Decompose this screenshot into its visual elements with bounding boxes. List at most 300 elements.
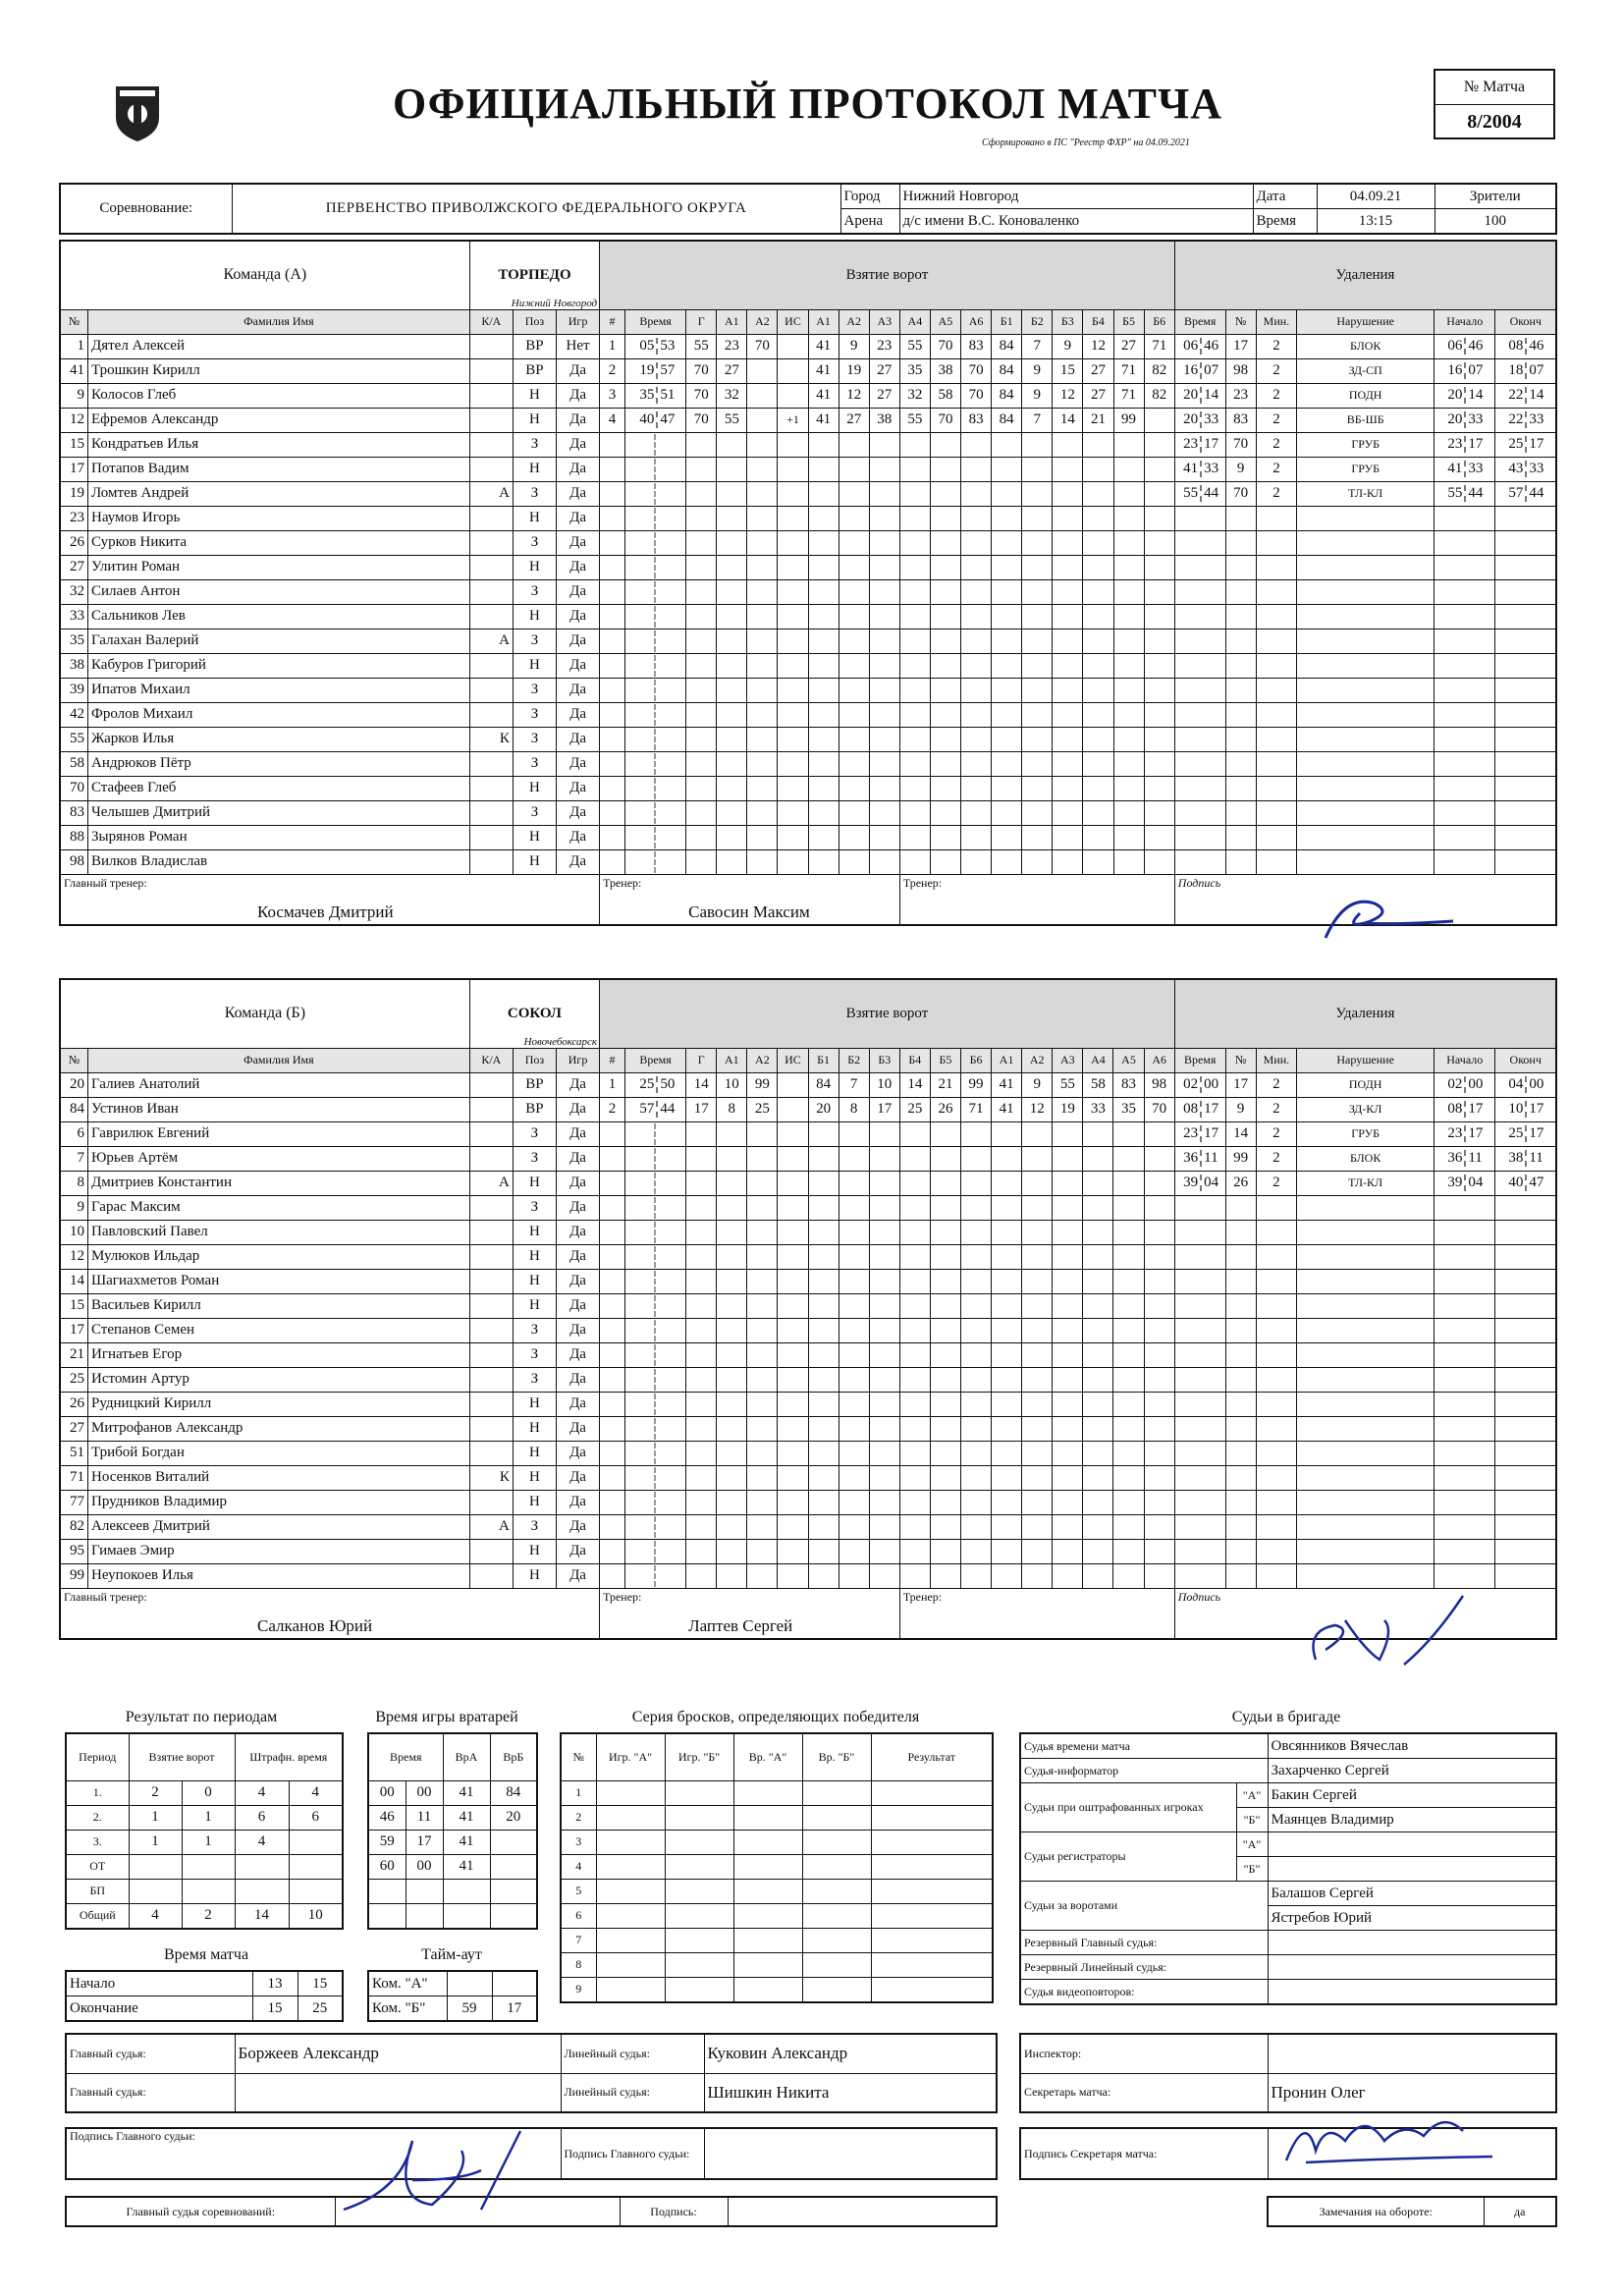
goal-cell xyxy=(747,1121,778,1146)
goal-cell xyxy=(961,1514,992,1539)
goal-cell xyxy=(930,1465,960,1490)
penalty-cell xyxy=(1297,530,1435,555)
goal-cell xyxy=(747,530,778,555)
goal-cell xyxy=(747,432,778,457)
player-played: Да xyxy=(556,1171,599,1195)
player-role xyxy=(469,849,513,874)
goalie-change-sec xyxy=(406,1903,443,1929)
goal-cell xyxy=(1053,702,1083,727)
player-number: 39 xyxy=(60,678,88,702)
goal-time xyxy=(624,1563,685,1588)
goal-cell xyxy=(930,1146,960,1171)
penalty-time xyxy=(1174,849,1225,874)
team-a-col-pos: Поз xyxy=(513,309,556,334)
goal-cell xyxy=(808,1392,839,1416)
goal-situation xyxy=(778,334,808,358)
goal-cell xyxy=(1022,1269,1053,1293)
goal-cell xyxy=(839,579,869,604)
line-ref-1: Куковин Александр xyxy=(704,2034,997,2073)
player-name: Истомин Артур xyxy=(88,1367,470,1392)
goal-cell xyxy=(1053,555,1083,579)
penalty-end-sec: 17 xyxy=(1529,1101,1544,1117)
competition-name: ПЕРВЕНСТВО ПРИВОЛЖСКОГО ФЕДЕРАЛЬНОГО ОКРУГА xyxy=(232,184,840,234)
goal-cell xyxy=(839,1171,869,1195)
goal-cell xyxy=(1022,432,1053,457)
penalty-time xyxy=(1174,1171,1225,1195)
goal-cell xyxy=(930,751,960,776)
goal-cell xyxy=(717,1342,747,1367)
goal-cell xyxy=(1083,751,1113,776)
player-number: 95 xyxy=(60,1539,88,1563)
period-pim-b xyxy=(289,1879,343,1903)
goal-cell xyxy=(778,555,808,579)
goal-cell xyxy=(1113,604,1144,629)
goal-cell xyxy=(686,604,717,629)
goal-onice-player: 71 xyxy=(961,1097,992,1121)
player-role xyxy=(469,506,513,530)
goal-cell xyxy=(930,849,960,874)
goal-cell xyxy=(1113,1416,1144,1441)
player-position: З xyxy=(513,481,556,506)
penalty-time-min: 23 xyxy=(1175,436,1202,453)
goal-cell xyxy=(717,702,747,727)
penalty-end xyxy=(1495,678,1556,702)
goal-cell xyxy=(1144,702,1174,727)
penalty-time-min: 06 xyxy=(1175,338,1202,355)
goal-cell xyxy=(961,1563,992,1588)
penalty-cell xyxy=(1256,506,1297,530)
team-b-coach-1: Лаптев Сергей xyxy=(688,1616,793,1635)
penalty-start xyxy=(1435,1244,1495,1269)
player-position: З xyxy=(513,1367,556,1392)
penalty-cell xyxy=(1225,1416,1256,1441)
goal-cell xyxy=(808,678,839,702)
penalty-start xyxy=(1435,1220,1495,1244)
goal-time xyxy=(625,408,686,432)
player-position: Н xyxy=(513,1392,556,1416)
penalty-start xyxy=(1435,555,1495,579)
penalty-cell xyxy=(1225,1220,1256,1244)
goal-time xyxy=(624,1293,685,1318)
goal-cell xyxy=(747,653,778,678)
goal-onice-player: 70 xyxy=(961,358,992,383)
penalty-player: 17 xyxy=(1225,334,1256,358)
goal-cell xyxy=(1083,1171,1113,1195)
goal-cell xyxy=(1113,1220,1144,1244)
spectators-value: 100 xyxy=(1435,209,1556,235)
goal-cell xyxy=(839,849,869,874)
goal-cell xyxy=(686,1490,717,1514)
goal-cell xyxy=(992,1563,1022,1588)
penalty-cell xyxy=(1225,1293,1256,1318)
penalty-start-sec: 33 xyxy=(1468,461,1484,476)
penalty-time xyxy=(1174,1539,1225,1563)
penalty-time xyxy=(1174,481,1225,506)
goal-cell xyxy=(899,751,930,776)
goal-cell xyxy=(961,1220,992,1244)
goal-assist-1: 10 xyxy=(717,1072,747,1097)
goal-onice-player: 84 xyxy=(992,408,1022,432)
penalty-cell xyxy=(1256,604,1297,629)
player-role xyxy=(469,604,513,629)
goal-cell xyxy=(1053,1514,1083,1539)
date-value: 04.09.21 xyxy=(1317,184,1435,209)
goal-onice-player: 12 xyxy=(839,383,869,408)
goal-cell xyxy=(992,800,1022,825)
goal-cell xyxy=(1022,530,1053,555)
goal-time-min: 57 xyxy=(625,1101,658,1118)
goal-cell xyxy=(1083,481,1113,506)
penalty-end-min: 25 xyxy=(1495,1125,1527,1142)
reserve-line-value xyxy=(1268,1955,1556,1980)
penalty-start-sec: 46 xyxy=(1468,338,1484,354)
goal-assist-1: 23 xyxy=(717,334,747,358)
team-b-col-ka: К/А xyxy=(469,1048,513,1072)
video-judge-value xyxy=(1268,1980,1556,2005)
player-number: 10 xyxy=(60,1220,88,1244)
team-b-player-row xyxy=(60,1514,1556,1539)
goal-cell xyxy=(961,1318,992,1342)
player-played: Да xyxy=(557,530,600,555)
goal-onice-player: 23 xyxy=(869,334,899,358)
goal-scorer: 70 xyxy=(686,358,717,383)
shootout-cell xyxy=(665,1854,733,1879)
player-name: Жарков Илья xyxy=(88,727,470,751)
period-name: 3. xyxy=(66,1830,129,1854)
goal-cell xyxy=(778,1342,808,1367)
penalty-time-sec: 44 xyxy=(1204,485,1219,501)
goal-cell xyxy=(839,1392,869,1416)
period-pim-b xyxy=(289,1854,343,1879)
time-label: Время xyxy=(1253,209,1317,235)
goal-number xyxy=(600,530,625,555)
period-pim-a: 4 xyxy=(235,1830,289,1854)
informer-name: Захарченко Сергей xyxy=(1268,1759,1556,1783)
penalty-end xyxy=(1495,1465,1556,1490)
goal-cell xyxy=(717,800,747,825)
goal-onice-player: 9 xyxy=(1053,334,1083,358)
goal-cell xyxy=(930,629,960,653)
penalty-cell xyxy=(1256,579,1297,604)
period-pim-b: 10 xyxy=(289,1903,343,1929)
player-role xyxy=(469,1244,513,1269)
goal-cell xyxy=(930,604,960,629)
shootout-cell xyxy=(596,1780,665,1805)
goal-number: 1 xyxy=(600,334,625,358)
goal-cell xyxy=(1083,629,1113,653)
goal-number: 4 xyxy=(600,408,625,432)
goal-cell xyxy=(686,1465,717,1490)
player-role xyxy=(469,334,513,358)
goal-cell xyxy=(717,1195,747,1220)
penalty-cell xyxy=(1297,506,1435,530)
penalty-time xyxy=(1174,1072,1225,1097)
goal-cell xyxy=(899,825,930,849)
goal-onice-player: 55 xyxy=(899,408,930,432)
goal-onice-player: 71 xyxy=(1113,383,1144,408)
goal-time xyxy=(624,1514,685,1539)
penalty-start xyxy=(1435,1293,1495,1318)
shootout-table xyxy=(560,1732,994,2003)
team-b-player-row xyxy=(60,1416,1556,1441)
goal-onice-player: 12 xyxy=(1022,1097,1053,1121)
penalty-cell xyxy=(1297,1293,1435,1318)
goal-cell xyxy=(992,579,1022,604)
penalty-time xyxy=(1174,1097,1225,1121)
goal-cell xyxy=(1113,506,1144,530)
goal-cell xyxy=(1083,1563,1113,1588)
player-played: Нет xyxy=(557,334,600,358)
period-goals-a xyxy=(129,1879,182,1903)
goal-cell xyxy=(1083,555,1113,579)
penalty-time-sec: 33 xyxy=(1204,461,1219,476)
penalty-start xyxy=(1435,849,1495,874)
goal-cell xyxy=(686,481,717,506)
penalty-cell xyxy=(1256,1465,1297,1490)
team-b-player-row xyxy=(60,1244,1556,1269)
penalty-cell xyxy=(1297,1342,1435,1367)
player-played: Да xyxy=(557,432,600,457)
goal-cell xyxy=(992,678,1022,702)
goal-cell xyxy=(1083,506,1113,530)
goal-onice-player: 82 xyxy=(1144,383,1174,408)
team-a-col-assist-1: А1 xyxy=(717,309,747,334)
goal-cell xyxy=(808,604,839,629)
goal-cell xyxy=(686,1293,717,1318)
goal-onice-player: 27 xyxy=(1113,334,1144,358)
goal-cell xyxy=(686,1563,717,1588)
goal-cell xyxy=(808,1342,839,1367)
goal-cell xyxy=(869,1171,899,1195)
goal-cell xyxy=(747,849,778,874)
secretary-value: Пронин Олег xyxy=(1268,2073,1556,2112)
player-name: Трибой Богдан xyxy=(88,1441,470,1465)
goalie-col-b: ВрБ xyxy=(490,1733,537,1780)
goal-cell xyxy=(930,1392,960,1416)
penalty-end xyxy=(1495,1195,1556,1220)
player-role xyxy=(469,1220,513,1244)
goal-cell xyxy=(992,1318,1022,1342)
penalty-start-min: 08 xyxy=(1435,1101,1466,1118)
penalty-end-min: 04 xyxy=(1495,1076,1527,1093)
period-goals-b xyxy=(182,1854,235,1879)
goal-number xyxy=(600,457,625,481)
goal-onice-player: 8 xyxy=(839,1097,869,1121)
player-position: ВР xyxy=(513,334,556,358)
team-a-player-row xyxy=(60,506,1556,530)
penalty-time-min: 20 xyxy=(1175,387,1202,404)
penalty-start-sec: 17 xyxy=(1468,1125,1484,1141)
goal-assist-1: 55 xyxy=(717,408,747,432)
penalty-time xyxy=(1174,1244,1225,1269)
penalty-start xyxy=(1435,653,1495,678)
goal-cell xyxy=(899,579,930,604)
penalty-end xyxy=(1495,1220,1556,1244)
goal-time xyxy=(624,1072,685,1097)
goal-cell xyxy=(839,1244,869,1269)
goal-onice-player: 38 xyxy=(869,408,899,432)
goal-time xyxy=(625,481,686,506)
goal-cell xyxy=(961,653,992,678)
inspector-label: Инспектор: xyxy=(1020,2034,1268,2073)
player-number: 7 xyxy=(60,1146,88,1171)
team-b-player-row xyxy=(60,1097,1556,1121)
penalty-end xyxy=(1495,1563,1556,1588)
goal-cell xyxy=(930,1563,960,1588)
goal-cell xyxy=(992,1367,1022,1392)
goal-cell xyxy=(1053,1220,1083,1244)
goal-cell xyxy=(1053,1293,1083,1318)
shootout-number: 7 xyxy=(561,1928,596,1952)
goal-cell xyxy=(1022,1416,1053,1441)
player-played: Да xyxy=(556,1220,599,1244)
goal-cell xyxy=(1083,1416,1113,1441)
goal-cell xyxy=(1113,629,1144,653)
goal-cell xyxy=(1022,702,1053,727)
goal-cell xyxy=(1053,481,1083,506)
goal-cell xyxy=(717,457,747,481)
goal-cell xyxy=(1083,1539,1113,1563)
goal-time xyxy=(625,800,686,825)
goal-cell xyxy=(1053,825,1083,849)
penalty-time-min: 39 xyxy=(1175,1175,1202,1191)
player-role: А xyxy=(469,481,513,506)
goal-cell xyxy=(747,727,778,751)
shootout-col-player-a: Игр. "А" xyxy=(596,1733,665,1780)
player-played: Да xyxy=(556,1195,599,1220)
goal-cell xyxy=(930,1367,960,1392)
goal-cell xyxy=(1053,653,1083,678)
goal-time xyxy=(624,1392,685,1416)
player-position: Н xyxy=(513,1539,556,1563)
penalty-start xyxy=(1435,800,1495,825)
team-b-col-game-situation: ИС xyxy=(778,1048,808,1072)
goal-cell xyxy=(930,481,960,506)
goal-cell xyxy=(1144,849,1174,874)
player-played: Да xyxy=(557,358,600,383)
goal-time xyxy=(625,776,686,800)
goal-cell xyxy=(1144,1244,1174,1269)
goal-number xyxy=(600,1244,625,1269)
goal-cell xyxy=(808,1465,839,1490)
goal-cell xyxy=(1053,1244,1083,1269)
goal-cell xyxy=(992,1195,1022,1220)
goal-cell xyxy=(808,629,839,653)
player-position: ВР xyxy=(513,1097,556,1121)
goal-onice-player: 70 xyxy=(1144,1097,1174,1121)
goal-cell xyxy=(1022,1146,1053,1171)
team-b-coach-1-cell xyxy=(600,1588,900,1639)
goal-cell xyxy=(747,1539,778,1563)
player-number: 38 xyxy=(60,653,88,678)
penalty-cell xyxy=(1225,1244,1256,1269)
player-name: Наумов Игорь xyxy=(88,506,470,530)
goal-cell xyxy=(899,530,930,555)
penalty-cell xyxy=(1297,727,1435,751)
goal-cell xyxy=(961,702,992,727)
time-value: 13:15 xyxy=(1317,209,1435,235)
player-role xyxy=(469,678,513,702)
goal-cell xyxy=(1144,457,1174,481)
player-position: Н xyxy=(513,506,556,530)
goal-cell xyxy=(686,1244,717,1269)
player-played: Да xyxy=(557,629,600,653)
player-played: Да xyxy=(556,1072,599,1097)
penalty-end-min: 43 xyxy=(1495,461,1527,477)
goal-cell xyxy=(686,825,717,849)
goal-cell xyxy=(717,751,747,776)
penalty-time xyxy=(1174,604,1225,629)
team-a-player-row xyxy=(60,629,1556,653)
goal-cell xyxy=(778,1514,808,1539)
team-b-player-row xyxy=(60,1318,1556,1342)
goal-cell xyxy=(899,457,930,481)
remarks-value: да xyxy=(1484,2197,1556,2226)
penalty-player: 98 xyxy=(1225,358,1256,383)
penalty-player: 70 xyxy=(1225,481,1256,506)
penalty-minutes: 2 xyxy=(1256,358,1297,383)
team-b-player-row xyxy=(60,1293,1556,1318)
team-b-col-pen-violation: Нарушение xyxy=(1297,1048,1435,1072)
goal-onice-player: 41 xyxy=(992,1097,1022,1121)
team-a-player-row xyxy=(60,579,1556,604)
player-played: Да xyxy=(556,1465,599,1490)
penalty-time xyxy=(1174,334,1225,358)
goal-onice-player: 27 xyxy=(1083,358,1113,383)
goal-cell xyxy=(1022,1342,1053,1367)
goal-cell xyxy=(717,506,747,530)
penalty-cell xyxy=(1297,1318,1435,1342)
player-number: 9 xyxy=(60,383,88,408)
goal-cell xyxy=(899,800,930,825)
goal-cell xyxy=(808,702,839,727)
goal-onice-player: 83 xyxy=(961,334,992,358)
penalty-cell xyxy=(1297,1392,1435,1416)
team-a-player-row xyxy=(60,653,1556,678)
shootout-cell xyxy=(802,1805,871,1830)
goal-cell xyxy=(1144,1465,1174,1490)
penalty-time xyxy=(1174,825,1225,849)
shootout-cell xyxy=(802,1952,871,1977)
goal-cell xyxy=(930,678,960,702)
player-position: Н xyxy=(513,408,556,432)
goal-time xyxy=(625,555,686,579)
city-label: Город xyxy=(840,184,899,209)
goal-cell xyxy=(961,1367,992,1392)
goal-cell xyxy=(869,1293,899,1318)
goalie-a: 41 xyxy=(443,1854,490,1879)
goal-time xyxy=(624,1318,685,1342)
goal-cell xyxy=(961,1539,992,1563)
goal-number xyxy=(600,579,625,604)
goal-time xyxy=(625,334,686,358)
goal-cell xyxy=(930,653,960,678)
goal-onice-player: 7 xyxy=(1022,334,1053,358)
goal-cell xyxy=(1113,1293,1144,1318)
goal-cell xyxy=(1083,678,1113,702)
goal-cell xyxy=(930,1293,960,1318)
goal-cell xyxy=(747,555,778,579)
goal-time xyxy=(624,1220,685,1244)
player-name: Гаврилюк Евгений xyxy=(88,1121,470,1146)
goal-scorer: 55 xyxy=(686,334,717,358)
penalty-time xyxy=(1174,1293,1225,1318)
team-a-player-row xyxy=(60,481,1556,506)
goal-cell xyxy=(778,530,808,555)
penalty-cell xyxy=(1256,653,1297,678)
goal-onice-player: 99 xyxy=(1113,408,1144,432)
penalty-time xyxy=(1174,1416,1225,1441)
